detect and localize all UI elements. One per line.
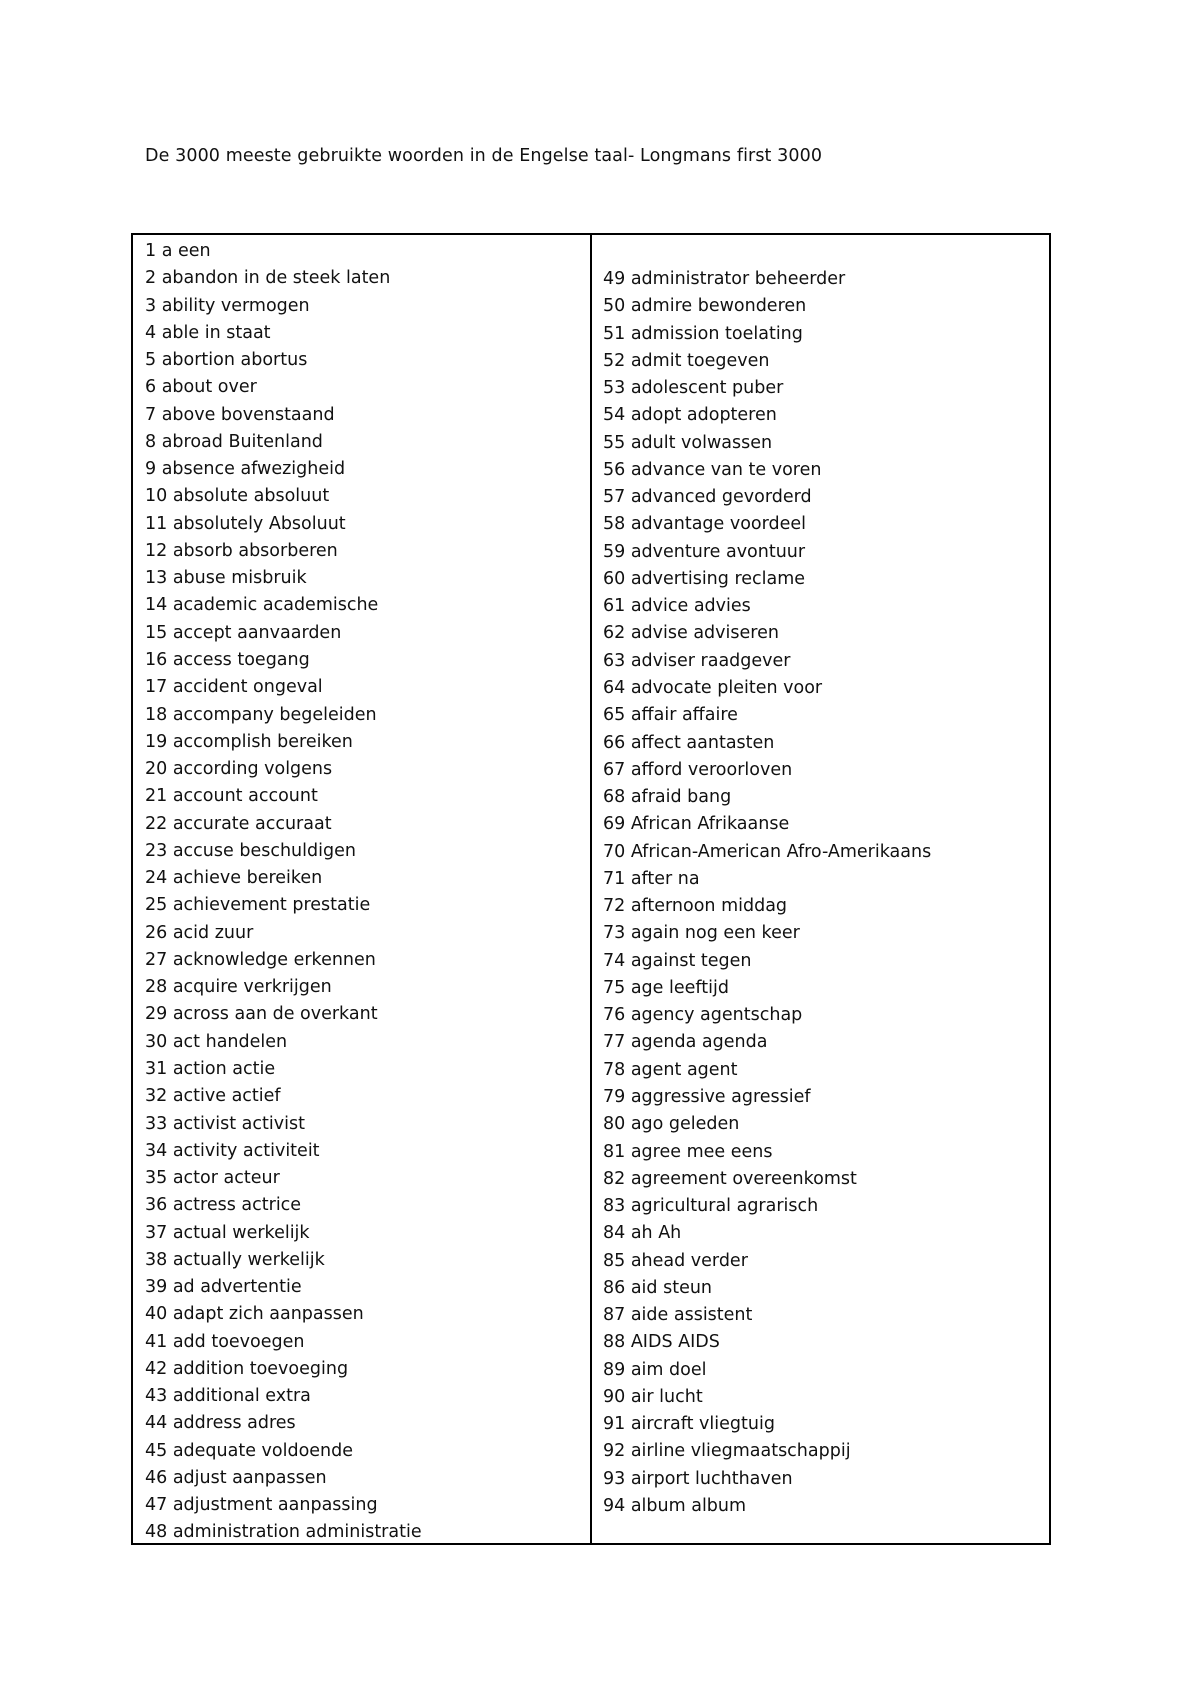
word-entry: 90 air lucht <box>603 1386 703 1407</box>
word-entry: 27 acknowledge erkennen <box>145 949 376 970</box>
word-entry: 25 achievement prestatie <box>145 895 371 916</box>
word-entry: 60 advertising reclame <box>603 568 806 589</box>
word-entry: 38 actually werkelijk <box>145 1249 325 1270</box>
word-entry: 44 address adres <box>145 1413 296 1434</box>
word-entry: 77 agenda agenda <box>603 1032 768 1053</box>
word-entry: 22 accurate accuraat <box>145 813 332 834</box>
word-entry: 80 ago geleden <box>603 1114 740 1135</box>
word-entry: 23 accuse beschuldigen <box>145 840 356 861</box>
word-entry: 11 absolutely Absoluut <box>145 513 346 534</box>
word-entry: 54 adopt adopteren <box>603 405 777 426</box>
word-entry: 30 act handelen <box>145 1031 288 1052</box>
word-entry: 16 access toegang <box>145 649 310 670</box>
word-entry: 29 across aan de overkant <box>145 1004 378 1025</box>
word-entry: 79 aggressive agressief <box>603 1086 811 1107</box>
word-entry: 71 after na <box>603 868 700 889</box>
word-entry: 61 advice advies <box>603 596 751 617</box>
word-entry: 59 adventure avontuur <box>603 541 806 562</box>
word-entry: 10 absolute absoluut <box>145 486 330 507</box>
word-entry: 8 abroad Buitenland <box>145 431 323 452</box>
word-entry: 73 again nog een keer <box>603 923 800 944</box>
word-entry: 53 adolescent puber <box>603 378 784 399</box>
word-entry: 51 admission toelating <box>603 323 803 344</box>
word-entry: 78 agent agent <box>603 1059 738 1080</box>
word-entry: 50 admire bewonderen <box>603 296 807 317</box>
word-entry: 33 activist activist <box>145 1113 305 1134</box>
word-entry: 36 actress actrice <box>145 1195 302 1216</box>
word-entry: 94 album album <box>603 1495 747 1516</box>
word-entry: 35 actor acteur <box>145 1168 280 1189</box>
word-entry: 75 age leeftijd <box>603 977 729 998</box>
word-entry: 41 add toevoegen <box>145 1331 305 1352</box>
word-entry: 85 ahead verder <box>603 1250 748 1271</box>
word-entry: 45 adequate voldoende <box>145 1440 354 1461</box>
word-entry: 18 accompany begeleiden <box>145 704 377 725</box>
word-entry: 15 accept aanvaarden <box>145 622 342 643</box>
word-entry: 81 agree mee eens <box>603 1141 773 1162</box>
word-entry: 40 adapt zich aanpassen <box>145 1304 364 1325</box>
word-entry: 72 afternoon middag <box>603 896 788 917</box>
word-entry: 65 affair affaire <box>603 705 738 726</box>
column-divider <box>590 235 592 1543</box>
word-entry: 6 about over <box>145 377 257 398</box>
word-entry: 66 affect aantasten <box>603 732 775 753</box>
word-entry: 64 advocate pleiten voor <box>603 677 823 698</box>
word-entry: 76 agency agentschap <box>603 1005 803 1026</box>
word-entry: 26 acid zuur <box>145 922 254 943</box>
left-column <box>145 238 422 1547</box>
word-entry: 42 addition toevoeging <box>145 1358 349 1379</box>
word-entry: 43 additional extra <box>145 1386 311 1407</box>
word-entry: 7 above bovenstaand <box>145 404 335 425</box>
word-entry: 58 advantage voordeel <box>603 514 807 535</box>
word-entry: 4 able in staat <box>145 322 271 343</box>
word-entry: 86 aid steun <box>603 1277 713 1298</box>
word-entry: 93 airport luchthaven <box>603 1468 793 1489</box>
word-entry: 21 account account <box>145 786 318 807</box>
word-entry: 89 aim doel <box>603 1359 707 1380</box>
word-entry: 56 advance van te voren <box>603 459 822 480</box>
word-list-table <box>131 233 1051 1545</box>
word-entry: 12 absorb absorberen <box>145 540 338 561</box>
word-entry: 52 admit toegeven <box>603 350 770 371</box>
word-entry: 13 abuse misbruik <box>145 568 307 589</box>
word-entry: 49 administrator beheerder <box>603 269 846 289</box>
right-column <box>603 266 931 1520</box>
word-entry: 39 ad advertentie <box>145 1277 302 1298</box>
word-entry: 83 agricultural agrarisch <box>603 1196 819 1217</box>
word-entry: 82 agreement overeenkomst <box>603 1168 857 1189</box>
word-entry: 1 a een <box>145 241 211 261</box>
word-entry: 37 actual werkelijk <box>145 1222 310 1243</box>
word-entry: 87 aide assistent <box>603 1305 753 1326</box>
word-entry: 88 AIDS AIDS <box>603 1332 720 1353</box>
word-entry: 34 activity activiteit <box>145 1140 320 1161</box>
word-entry: 69 African Afrikaanse <box>603 814 790 835</box>
word-entry: 17 accident ongeval <box>145 677 323 698</box>
word-entry: 14 academic academische <box>145 595 379 616</box>
word-entry: 24 achieve bereiken <box>145 868 323 889</box>
word-entry: 2 abandon in de steek laten <box>145 268 391 289</box>
word-entry: 92 airline vliegmaatschappij <box>603 1441 851 1462</box>
word-entry: 47 adjustment aanpassing <box>145 1495 378 1516</box>
word-entry: 62 advise adviseren <box>603 623 779 644</box>
word-entry: 5 abortion abortus <box>145 350 308 371</box>
word-entry: 74 against tegen <box>603 950 752 971</box>
word-entry: 91 aircraft vliegtuig <box>603 1414 775 1435</box>
word-entry: 19 accomplish bereiken <box>145 731 353 752</box>
word-entry: 28 acquire verkrijgen <box>145 977 332 998</box>
word-entry: 46 adjust aanpassen <box>145 1467 327 1488</box>
word-entry: 55 adult volwassen <box>603 432 773 453</box>
word-entry: 57 advanced gevorderd <box>603 487 812 508</box>
word-entry: 31 action actie <box>145 1058 276 1079</box>
word-entry: 32 active actief <box>145 1086 281 1107</box>
word-entry: 9 absence afwezigheid <box>145 459 346 480</box>
word-entry: 67 afford veroorloven <box>603 759 793 780</box>
page-title: De 3000 meeste gebruikte woorden in de Engelse taal- Longmans first 3000 <box>145 146 823 166</box>
word-entry: 48 administration administratie <box>145 1522 422 1543</box>
word-entry: 84 ah Ah <box>603 1223 682 1244</box>
word-entry: 20 according volgens <box>145 759 333 780</box>
word-entry: 68 afraid bang <box>603 787 732 808</box>
word-entry: 3 ability vermogen <box>145 295 310 316</box>
word-entry: 63 adviser raadgever <box>603 650 791 671</box>
word-entry: 70 African-American Afro-Amerikaans <box>603 841 932 862</box>
